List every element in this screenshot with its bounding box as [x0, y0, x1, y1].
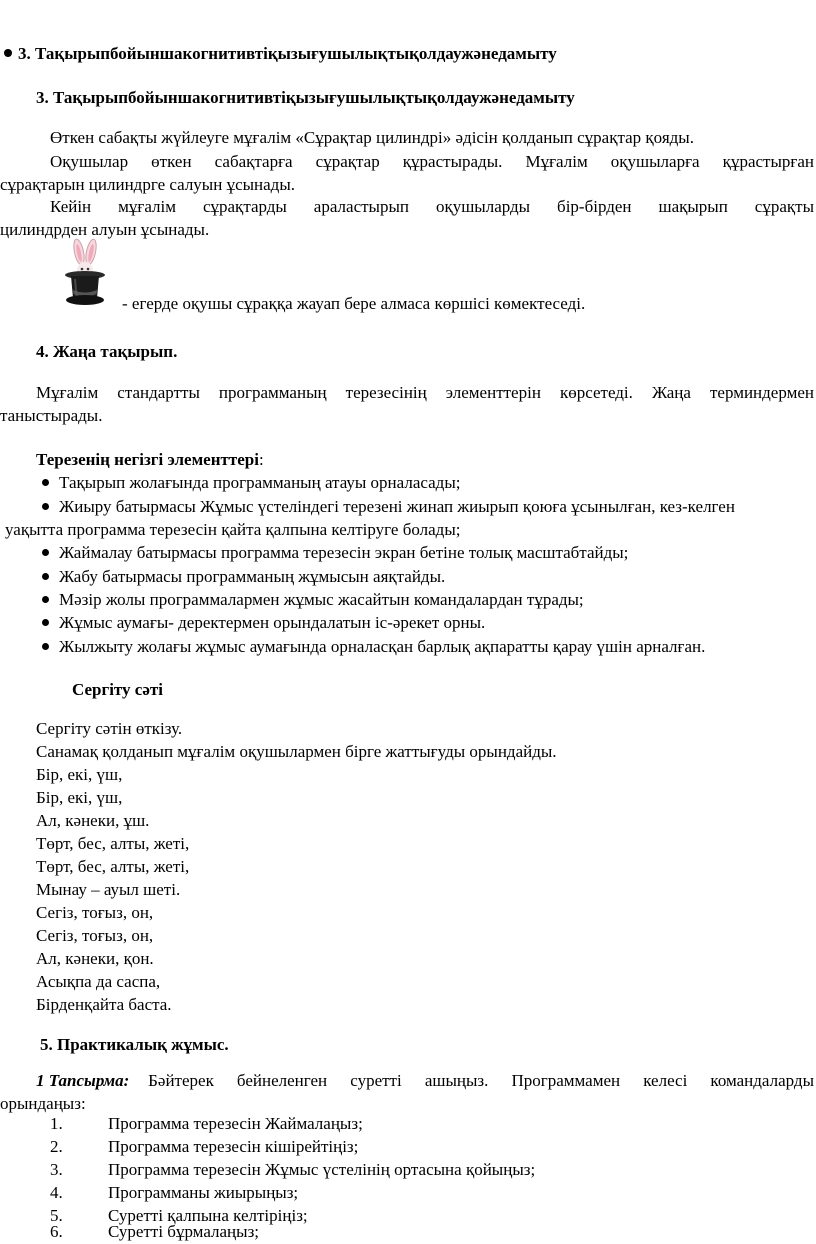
step-item: 5. Суретті қалпына келтіріңіз; [50, 1206, 308, 1225]
poem-line: Сегіз, тоғыз, он, [36, 926, 154, 945]
section4-title: 4. Жаңа тақырып. [36, 342, 178, 361]
elements-colon: : [258, 450, 264, 469]
refresh-line: Санамақ қолданып мұғалім оқушылармен бірге жаттығуды орындайды. [36, 742, 557, 761]
intro-paragraph-3-line1: Кейін мұғалім сұрақтарды араластырып оқушыларды бір-бірден шақырып сұрақты [50, 197, 814, 216]
intro-paragraph-1: Өткен сабақты жүйлеуге мұғалім «Сұрақтар цилиндрі» әдісін қолданып сұрақтар қояды. [50, 128, 694, 147]
poem-line: Бір, екі, үш, [36, 788, 123, 807]
step-item: 4. Программаны жиырыңыз; [50, 1183, 299, 1202]
poem-line: Мынау – ауыл шеті. [36, 880, 181, 899]
list-item: Жұмыс аумағы- деректермен орындалатын іс-әрекет орны. [42, 613, 485, 633]
magic-hat-rabbit-icon [62, 238, 108, 310]
list-item: Мәзір жолы программалармен жұмыс жасайтын командалардан тұрады; [42, 590, 584, 610]
poem-line: Төрт, бес, алты, жеті, [36, 834, 190, 853]
task-text-line2: орындаңыз: [0, 1094, 86, 1113]
elements-heading [36, 450, 264, 470]
bullet-icon [42, 549, 49, 556]
list-item: Жабу батырмасы программаның жұмысын аяқтайды. [42, 567, 445, 587]
task-text-line1 [36, 1071, 814, 1091]
step-item: 2. Программа терезесін кішірейтіңіз; [50, 1137, 359, 1156]
intro-paragraph-2-line1: Оқушылар өткен сабақтарға сұрақтар құрастырады. Мұғалім оқушыларға құрастырған [50, 152, 814, 171]
intro-paragraph-3-line2: цилиндрден алуын ұсынады. [0, 220, 210, 239]
poem-line: Асықпа да саспа, [36, 972, 161, 991]
list-item: Тақырып жолағында программаның атауы орналасады; [42, 473, 460, 493]
poem-line: Бір, екі, үш, [36, 765, 123, 784]
list-item: Жаймалау батырмасы программа терезесін экран бетіне толық масштабтайды; [42, 543, 628, 563]
bullet-icon [42, 643, 49, 650]
step-item: 6. Суретті бұрмалаңыз; [50, 1222, 260, 1241]
task-label: 1 Тапсырма: [36, 1071, 130, 1090]
bullet-icon [42, 619, 49, 626]
intro-paragraph-2-line2: сұрақтарын цилиндрге салуын ұсынады. [0, 175, 296, 194]
top-heading-text: 3. Тақырыпбойыншакогнитивтіқызығушылықтықолдаужәнедамыту [18, 44, 557, 63]
step-item: 3. Программа терезесін Жұмыс үстелінің ортасына қойыңыз; [50, 1160, 536, 1179]
bullet-icon [42, 573, 49, 580]
task-text: Бәйтерек бейнеленген суретті ашыңыз. Программамен келесі командаларды [148, 1071, 814, 1090]
list-item-continuation: уақытта программа терезесін қайта қалпына келтіруге болады; [5, 520, 461, 539]
bullet-icon [4, 49, 12, 57]
elements-title: Терезенің негізгі элементтері [36, 450, 259, 469]
section4-paragraph-line1: Мұғалім стандартты программаның терезесінің элементтерін көрсетеді. Жаңа терминдермен [36, 383, 814, 402]
section4-paragraph-line2: таныстырады. [0, 406, 103, 425]
hat-caption: - егерде оқушы сұраққа жауап бере алмаса көршісі көмектеседі. [122, 294, 586, 313]
top-heading [4, 44, 557, 64]
poem-line: Ал, кәнеки, ұш. [36, 811, 150, 830]
list-item: Жылжыту жолағы жұмыс аумағында орналасқан барлық ақпаратты қарау үшін арналған. [42, 637, 705, 657]
poem-line: Сегіз, тоғыз, он, [36, 903, 154, 922]
bullet-icon [42, 479, 49, 486]
poem-line: Ал, кәнеки, қон. [36, 949, 154, 968]
section5-title: 5. Практикалық жұмыс. [40, 1035, 229, 1054]
poem-line: Төрт, бес, алты, жеті, [36, 857, 190, 876]
section3-heading: 3. Тақырыпбойыншакогнитивтіқызығушылықтықолдаужәнедамыту [36, 88, 575, 107]
list-item: Жиыру батырмасы Жұмыс үстеліндегі терезені жинап жиырып қоюға ұсынылған, кез-келген [42, 497, 735, 517]
refresh-line: Сергіту сәтін өткізу. [36, 719, 183, 738]
bullet-icon [42, 596, 49, 603]
refresh-title: Сергіту сәті [72, 680, 163, 699]
bullet-icon [42, 503, 49, 510]
step-item: 1. Программа терезесін Жаймалаңыз; [50, 1114, 363, 1133]
poem-line: Бірденқайта баста. [36, 995, 172, 1014]
